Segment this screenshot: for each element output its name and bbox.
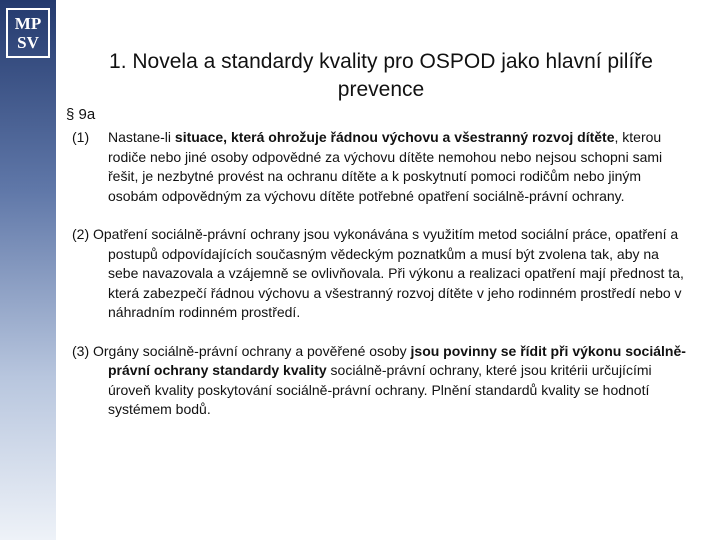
slide-content [72,128,692,439]
paragraph-3-text-a: (3) Orgány sociálně-právní ochrany a pověřené osoby [72,342,411,359]
paragraph-3-bold: jsou povinny se řídit při výkonu sociálně-právní ochrany standardy kvality [108,342,686,378]
logo-letters-bottom: SV [17,33,39,52]
paragraph-3-text-b: sociálně-právní ochrany, které jsou kritérii určujícími úroveň kvality poskytování sociálně-právní ochrany. Plnění standardů kvality se hodnotí systémem bodů. [108,362,652,417]
paragraph-1-number: (1) [72,129,90,145]
slide-title: 1. Novela a standardy kvality pro OSPOD jako hlavní pilíře prevence [109,50,653,101]
paragraph-1-text-b: , kterou rodiče nebo jiné osoby odpovědné za výchovu dítěte nemohou nebo nejsou schopni sami řešit, je nezbytné provést na ochranu dítěte a k poskytnutí pomoci rodičům nebo jiným osobám odpovědným za výchovu dítěte potřebné opatření sociálně-právní ochrany. [108,129,663,204]
paragraph-2-text: (2) Opatření sociálně-právní ochrany jsou vykonávána s využitím metod sociální práce, opatření a postupů odpovídajících současným vědeckým poznatkům a musí být zvolena tak, aby na sebe navazovala a vzájemně se ovlivňovala. Při výkonu a realizaci opatření mají přednost ta, která zabezpečí řádnou výchovu a všestranný rozvoj dítěte v jeho rodinném prostředí nebo v náhradním rodinném prostředí. [72,226,684,320]
mpsv-logo [6,8,50,58]
logo-letters-top: MP [14,14,42,33]
paragraph-3 [72,342,692,420]
paragraph-1-bold: situace, která ohrožuje řádnou výchovu a všestranný rozvoj dítěte [174,129,615,145]
paragraph-2 [72,225,692,323]
section-heading: § 9a [66,106,96,123]
paragraph-1 [72,128,692,206]
sidebar-decoration [0,0,56,540]
paragraph-1-text-a: Nastane-li [108,129,175,145]
